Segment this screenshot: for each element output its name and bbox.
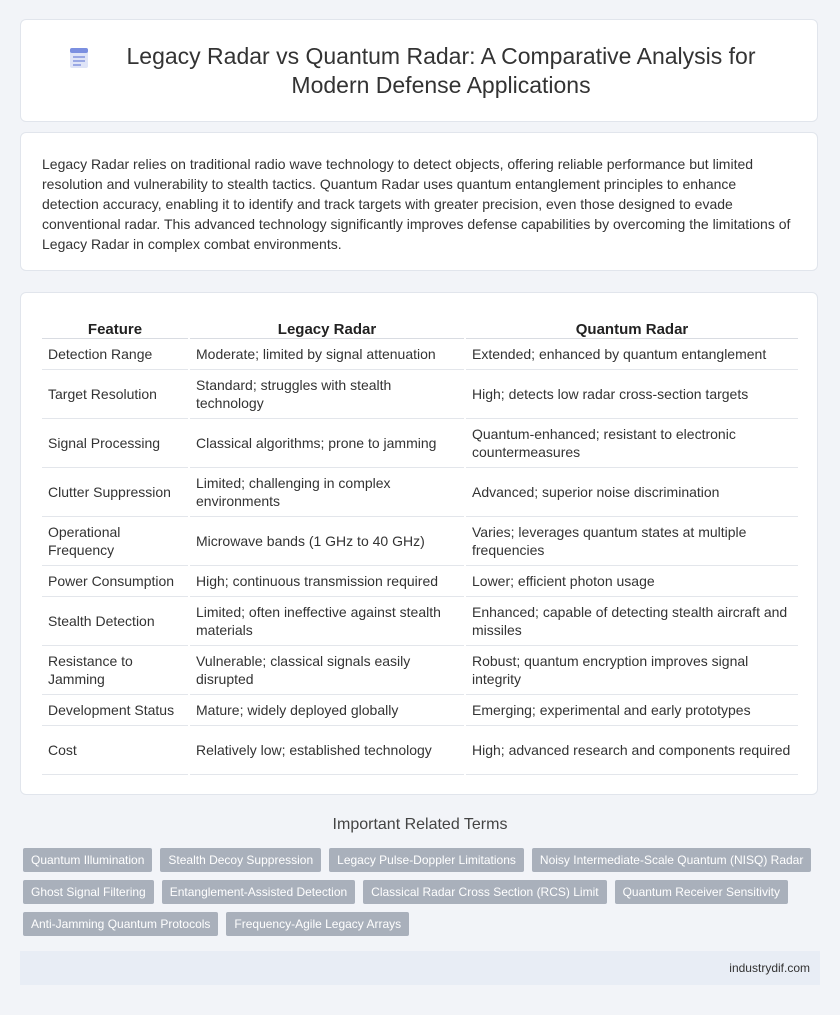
feature-cell: Detection Range bbox=[42, 339, 189, 370]
intro-card bbox=[20, 132, 818, 271]
quantum-cell: Lower; efficient photon usage bbox=[465, 566, 798, 597]
title-wrap bbox=[67, 42, 771, 100]
table-row bbox=[42, 597, 798, 646]
feature-cell: Stealth Detection bbox=[42, 597, 189, 646]
table-row bbox=[42, 468, 798, 517]
feature-cell: Cost bbox=[42, 726, 189, 775]
header-quantum-radar: Quantum Radar bbox=[465, 314, 798, 339]
feature-cell: Signal Processing bbox=[42, 419, 189, 468]
related-terms-list bbox=[23, 848, 813, 936]
title-card bbox=[20, 19, 818, 122]
legacy-cell: Mature; widely deployed globally bbox=[189, 695, 465, 726]
quantum-cell: High; detects low radar cross-section targets bbox=[465, 370, 798, 419]
table-row bbox=[42, 646, 798, 695]
feature-cell: Development Status bbox=[42, 695, 189, 726]
term-tag[interactable]: Classical Radar Cross Section (RCS) Limit bbox=[363, 880, 606, 904]
term-tag[interactable]: Entanglement-Assisted Detection bbox=[162, 880, 355, 904]
legacy-cell: Vulnerable; classical signals easily disrupted bbox=[189, 646, 465, 695]
related-terms-heading: Important Related Terms bbox=[332, 816, 508, 833]
feature-cell: Target Resolution bbox=[42, 370, 189, 419]
document-icon bbox=[67, 46, 91, 70]
header-legacy-radar: Legacy Radar bbox=[189, 314, 465, 339]
term-tag[interactable]: Quantum Receiver Sensitivity bbox=[615, 880, 788, 904]
table-row bbox=[42, 419, 798, 468]
legacy-cell: Limited; challenging in complex environments bbox=[189, 468, 465, 517]
page-title: Legacy Radar vs Quantum Radar: A Comparative Analysis for Modern Defense Applications bbox=[126, 42, 756, 98]
term-tag[interactable]: Noisy Intermediate-Scale Quantum (NISQ) Radar bbox=[532, 848, 811, 872]
intro-paragraph: Legacy Radar relies on traditional radio wave technology to detect objects, offering reliable performance but limited resolution and vulnerability to stealth tactics. Quantum Radar uses quantum entanglement principles to enhance detection accuracy, enabling it to identify and track targets with greater precision, even those designed to evade conventional radar. This advanced technology significantly improves defense capabilities by overcoming the limitations of Legacy Radar in complex combat environments. bbox=[42, 156, 791, 252]
legacy-cell: Standard; struggles with stealth technology bbox=[189, 370, 465, 419]
table-row bbox=[42, 566, 798, 597]
feature-cell: Power Consumption bbox=[42, 566, 189, 597]
legacy-cell: Limited; often ineffective against stealth materials bbox=[189, 597, 465, 646]
feature-cell: Clutter Suppression bbox=[42, 468, 189, 517]
quantum-cell: Varies; leverages quantum states at multiple frequencies bbox=[465, 517, 798, 566]
legacy-cell: Classical algorithms; prone to jamming bbox=[189, 419, 465, 468]
table-row bbox=[42, 339, 798, 370]
term-tag[interactable]: Stealth Decoy Suppression bbox=[160, 848, 321, 872]
footer bbox=[20, 951, 820, 985]
term-tag[interactable]: Quantum Illumination bbox=[23, 848, 152, 872]
legacy-cell: Microwave bands (1 GHz to 40 GHz) bbox=[189, 517, 465, 566]
table-row bbox=[42, 726, 798, 775]
term-tag[interactable]: Ghost Signal Filtering bbox=[23, 880, 154, 904]
quantum-cell: Emerging; experimental and early prototypes bbox=[465, 695, 798, 726]
quantum-cell: Quantum-enhanced; resistant to electronic countermeasures bbox=[465, 419, 798, 468]
feature-cell: Resistance to Jamming bbox=[42, 646, 189, 695]
header-feature: Feature bbox=[42, 314, 189, 339]
quantum-cell: Enhanced; capable of detecting stealth aircraft and missiles bbox=[465, 597, 798, 646]
legacy-cell: Relatively low; established technology bbox=[189, 726, 465, 775]
quantum-cell: Extended; enhanced by quantum entanglement bbox=[465, 339, 798, 370]
term-tag[interactable]: Frequency-Agile Legacy Arrays bbox=[226, 912, 409, 936]
table-row bbox=[42, 370, 798, 419]
table-row bbox=[42, 517, 798, 566]
feature-cell: Operational Frequency bbox=[42, 517, 189, 566]
comparison-table bbox=[42, 314, 798, 775]
quantum-cell: Advanced; superior noise discrimination bbox=[465, 468, 798, 517]
quantum-cell: Robust; quantum encryption improves signal integrity bbox=[465, 646, 798, 695]
legacy-cell: Moderate; limited by signal attenuation bbox=[189, 339, 465, 370]
footer-site-link[interactable]: industrydif.com bbox=[729, 961, 810, 975]
term-tag[interactable]: Legacy Pulse-Doppler Limitations bbox=[329, 848, 524, 872]
term-tag[interactable]: Anti-Jamming Quantum Protocols bbox=[23, 912, 218, 936]
legacy-cell: High; continuous transmission required bbox=[189, 566, 465, 597]
table-row bbox=[42, 695, 798, 726]
comparison-card bbox=[20, 292, 818, 795]
table-header-row bbox=[42, 314, 798, 339]
quantum-cell: High; advanced research and components required bbox=[465, 726, 798, 775]
